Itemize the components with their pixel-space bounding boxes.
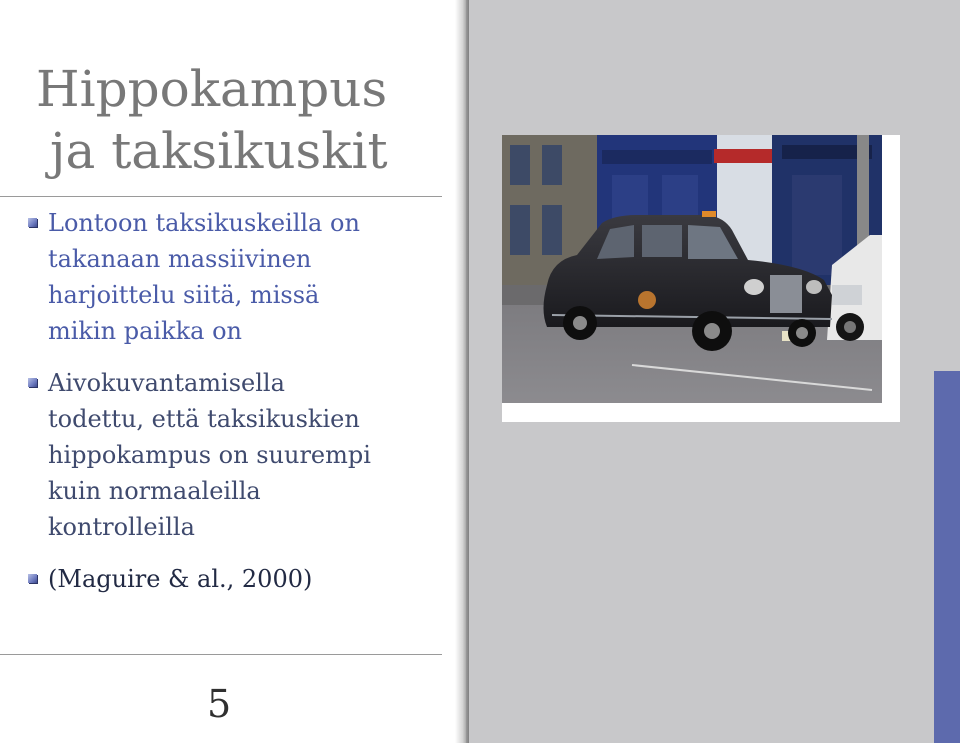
bullet-item [28,365,448,545]
accent-bar [934,371,960,743]
footer-divider [0,654,442,655]
taxi-illustration [502,135,882,403]
bullet-square-icon [28,378,37,387]
bullet-line: (Maguire & al., 2000) [48,565,313,593]
bullet-list [28,205,448,613]
bullet-square-icon [28,218,37,227]
slide-title [36,58,456,182]
bullet-line: todettu, että taksikuskien [48,405,360,433]
bullet-line: takanaan massiivinen [48,245,312,273]
bullet-line: kuin normaaleilla [48,477,261,505]
bullet-line: kontrolleilla [48,513,195,541]
photo-frame [502,135,900,422]
bullet-line: mikin paikka on [48,317,243,345]
bullet-line: Lontoon taksikuskeilla on [48,209,360,237]
bullet-item [28,561,448,597]
panel-shadow [455,0,469,743]
slide-title-line-2: ja taksikuskit [50,122,388,180]
london-taxi-photo [502,135,882,403]
page-number: 5 [207,682,232,726]
bullet-line: Aivokuvantamisella [48,369,285,397]
bullet-line: hippokampus on suurempi [48,441,371,469]
bullet-square-icon [28,574,37,583]
bullet-item [28,205,448,349]
slide-title-line-1: Hippokampus [36,60,388,118]
bullet-line: harjoittelu siitä, missä [48,281,320,309]
title-divider [0,196,442,197]
